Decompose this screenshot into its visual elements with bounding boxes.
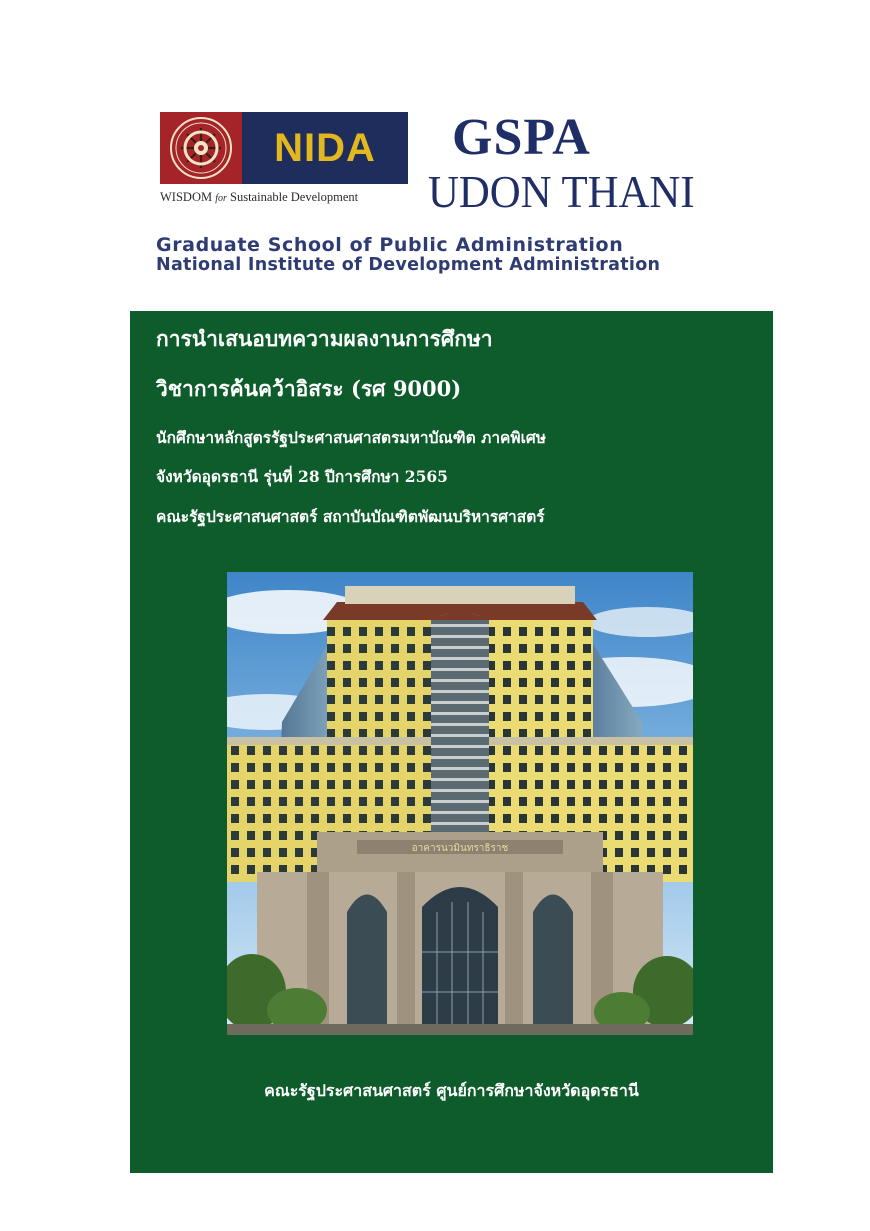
institute-name: National Institute of Development Administration: [156, 255, 661, 275]
school-name: Graduate School of Public Administration: [156, 234, 624, 256]
nida-logo-banner: [160, 112, 408, 184]
heading-line-1: การนำเสนอบทความผลงานการศึกษา: [156, 326, 493, 351]
info-line-1: นักศึกษาหลักสูตรรัฐประศาสนศาสตรมหาบัณฑิต ภาคพิเศษ: [156, 428, 546, 447]
nida-emblem-icon: [169, 116, 233, 180]
nida-emblem-box: [160, 112, 242, 184]
nida-tagline: [160, 190, 408, 205]
info-line-2: จังหวัดอุดรธานี รุ่นที่ 28 ปีการศึกษา 2565: [156, 467, 448, 486]
building-photo: [227, 572, 693, 1035]
gspa-subtitle: UDON THANI: [428, 166, 695, 217]
nida-wordmark: NIDA: [242, 112, 408, 184]
nida-logo: [160, 112, 408, 210]
info-line-3: คณะรัฐประศาสนศาสตร์ สถาบันบัณฑิตพัฒนบริหารศาสตร์: [156, 507, 545, 526]
building-sign: อาคารนวมินทราธิราช: [411, 843, 509, 854]
cover-panel: [130, 311, 773, 1173]
tagline-for: for: [215, 193, 227, 204]
gspa-title: GSPA: [452, 109, 591, 166]
tagline-wisdom: WISDOM: [160, 190, 213, 204]
footer-text: คณะรัฐประศาสนศาสตร์ ศูนย์การศึกษาจังหวัดอุดรธานี: [264, 1081, 639, 1100]
tagline-sustainable: Sustainable Development: [230, 190, 359, 204]
heading-line-2: วิชาการค้นคว้าอิสระ (รศ 9000): [156, 376, 462, 401]
